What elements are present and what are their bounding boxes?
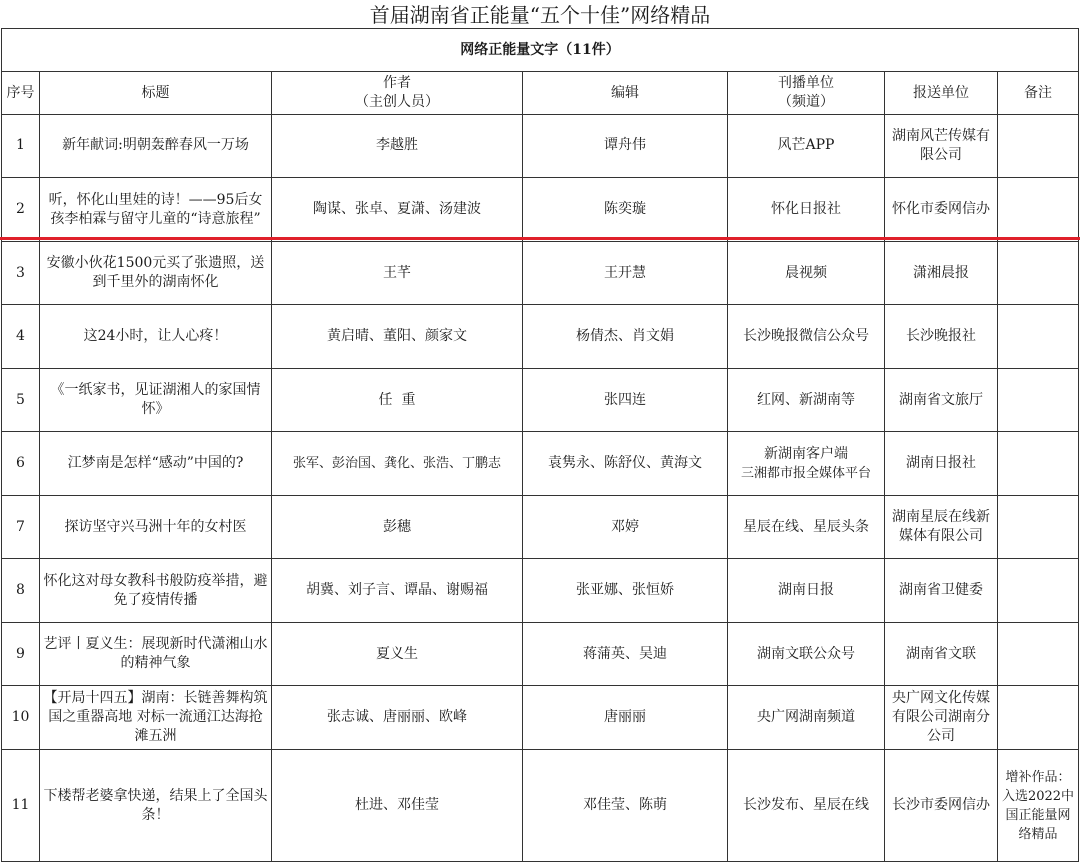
table-row (2, 368, 1079, 432)
row-note (998, 686, 1079, 750)
row-title: 听，怀化山里娃的诗！——95后女孩李柏霖与留守儿童的“诗意旅程” (40, 178, 272, 242)
row-publisher: 央广网湖南频道 (728, 686, 885, 750)
row-submitter: 央广网文化传媒有限公司湖南分公司 (885, 686, 998, 750)
row-author: 张志诚、唐丽丽、欧峰 (272, 686, 523, 750)
row-submitter: 怀化市委网信办 (885, 178, 998, 242)
column-header-row (2, 72, 1079, 114)
row-editor: 张亚娜、张恒娇 (523, 559, 728, 623)
row-index: 9 (2, 622, 40, 686)
col-header-publisher: 刊播单位 （频道） (728, 72, 885, 114)
row-author: 胡冀、刘子言、谭晶、谢赐福 (272, 559, 523, 623)
row-submitter: 湖南日报社 (885, 432, 998, 496)
row-publisher: 星辰在线、星辰头条 (728, 495, 885, 559)
row-title: 探访坚守兴马洲十年的女村医 (40, 495, 272, 559)
col-header-author: 作者 （主创人员） (272, 72, 523, 114)
row-note (998, 114, 1079, 178)
row-index: 3 (2, 241, 40, 305)
row-note (998, 622, 1079, 686)
row-title: 新年献词:明朝轰醉春风一万场 (40, 114, 272, 178)
row-note (998, 495, 1079, 559)
page-title: 首届湖南省正能量“五个十佳”网络精品 (369, 3, 711, 27)
row-publisher: 长沙晚报微信公众号 (728, 305, 885, 369)
row-submitter: 长沙晚报社 (885, 305, 998, 369)
row-publisher: 湖南文联公众号 (728, 622, 885, 686)
row-author: 黄启晴、董阳、颜家文 (272, 305, 523, 369)
row-publisher: 风芒APP (728, 114, 885, 178)
row-author: 杜进、邓佳莹 (272, 750, 523, 862)
row-editor: 张四连 (523, 368, 728, 432)
row-note (998, 432, 1079, 496)
col-header-editor: 编辑 (523, 72, 728, 114)
col-header-title: 标题 (40, 72, 272, 114)
row-author: 任 重 (272, 368, 523, 432)
table-row (2, 114, 1079, 178)
row-index: 10 (2, 686, 40, 750)
row-publisher: 怀化日报社 (728, 178, 885, 242)
row-author: 彭穗 (272, 495, 523, 559)
row-note (998, 241, 1079, 305)
section-title: 网络正能量文字（11件） (2, 29, 1079, 72)
row-title: 这24小时，让人心疼！ (40, 305, 272, 369)
row-editor: 袁隽永、陈舒仪、黄海文 (523, 432, 728, 496)
row-editor: 邓婷 (523, 495, 728, 559)
row-index: 8 (2, 559, 40, 623)
row-publisher: 湖南日报 (728, 559, 885, 623)
table-row (2, 305, 1079, 369)
row-index: 7 (2, 495, 40, 559)
table-row (2, 622, 1079, 686)
row-editor: 杨倩杰、肖文娟 (523, 305, 728, 369)
row-index: 6 (2, 432, 40, 496)
row-editor: 王开慧 (523, 241, 728, 305)
row-title: 下楼帮老婆拿快递，结果上了全国头条！ (40, 750, 272, 862)
row-publisher: 新湖南客户端 三湘都市报全媒体平台 (728, 432, 885, 496)
row-author: 王芊 (272, 241, 523, 305)
row-title: 艺评丨夏义生：展现新时代潇湘山水的精神气象 (40, 622, 272, 686)
row-submitter: 湖南省文旅厅 (885, 368, 998, 432)
row-note (998, 178, 1079, 242)
row-index: 11 (2, 750, 40, 862)
table-row (2, 241, 1079, 305)
row-editor: 蒋蒲英、吴迪 (523, 622, 728, 686)
works-table (1, 28, 1079, 862)
row-submitter: 湖南省卫健委 (885, 559, 998, 623)
row-submitter: 湖南省文联 (885, 622, 998, 686)
row-author: 夏义生 (272, 622, 523, 686)
row-title: 【开局十四五】湖南：长链善舞构筑国之重器高地 对标一流通江达海抢滩五洲 (40, 686, 272, 750)
table-row (2, 178, 1079, 242)
row-editor: 陈奕璇 (523, 178, 728, 242)
row-submitter: 湖南星辰在线新媒体有限公司 (885, 495, 998, 559)
col-header-index: 序号 (2, 72, 40, 114)
table-row (2, 495, 1079, 559)
row-index: 4 (2, 305, 40, 369)
row-submitter: 潇湘晨报 (885, 241, 998, 305)
table-row (2, 559, 1079, 623)
row-editor: 唐丽丽 (523, 686, 728, 750)
col-header-submitter: 报送单位 (885, 72, 998, 114)
row-note (998, 559, 1079, 623)
row-publisher: 红网、新湖南等 (728, 368, 885, 432)
table-row (2, 750, 1079, 862)
row-title: 安徽小伙花1500元买了张遗照，送到千里外的湖南怀化 (40, 241, 272, 305)
row-author: 张军、彭治国、龚化、张浩、丁鹏志 (272, 432, 523, 496)
row-title: 江梦南是怎样“感动”中国的? (40, 432, 272, 496)
row-title: 《一纸家书，见证湖湘人的家国情怀》 (40, 368, 272, 432)
row-author: 李越胜 (272, 114, 523, 178)
row-editor: 谭舟伟 (523, 114, 728, 178)
row-author: 陶谋、张卓、夏潇、汤建波 (272, 178, 523, 242)
row-submitter: 长沙市委网信办 (885, 750, 998, 862)
col-header-note: 备注 (998, 72, 1079, 114)
row-note: 增补作品：入选2022中国正能量网络精品 (998, 750, 1079, 862)
row-publisher: 长沙发布、星辰在线 (728, 750, 885, 862)
row-submitter: 湖南风芒传媒有限公司 (885, 114, 998, 178)
row-index: 5 (2, 368, 40, 432)
row-publisher: 晨视频 (728, 241, 885, 305)
row-title: 怀化这对母女教科书般防疫举措，避免了疫情传播 (40, 559, 272, 623)
row-index: 1 (2, 114, 40, 178)
row-editor: 邓佳莹、陈萌 (523, 750, 728, 862)
row-note (998, 305, 1079, 369)
table-row (2, 686, 1079, 750)
row-note (998, 368, 1079, 432)
table-row (2, 432, 1079, 496)
row-index: 2 (2, 178, 40, 242)
section-header-row (2, 29, 1079, 72)
highlight-divider-line (0, 237, 1080, 240)
